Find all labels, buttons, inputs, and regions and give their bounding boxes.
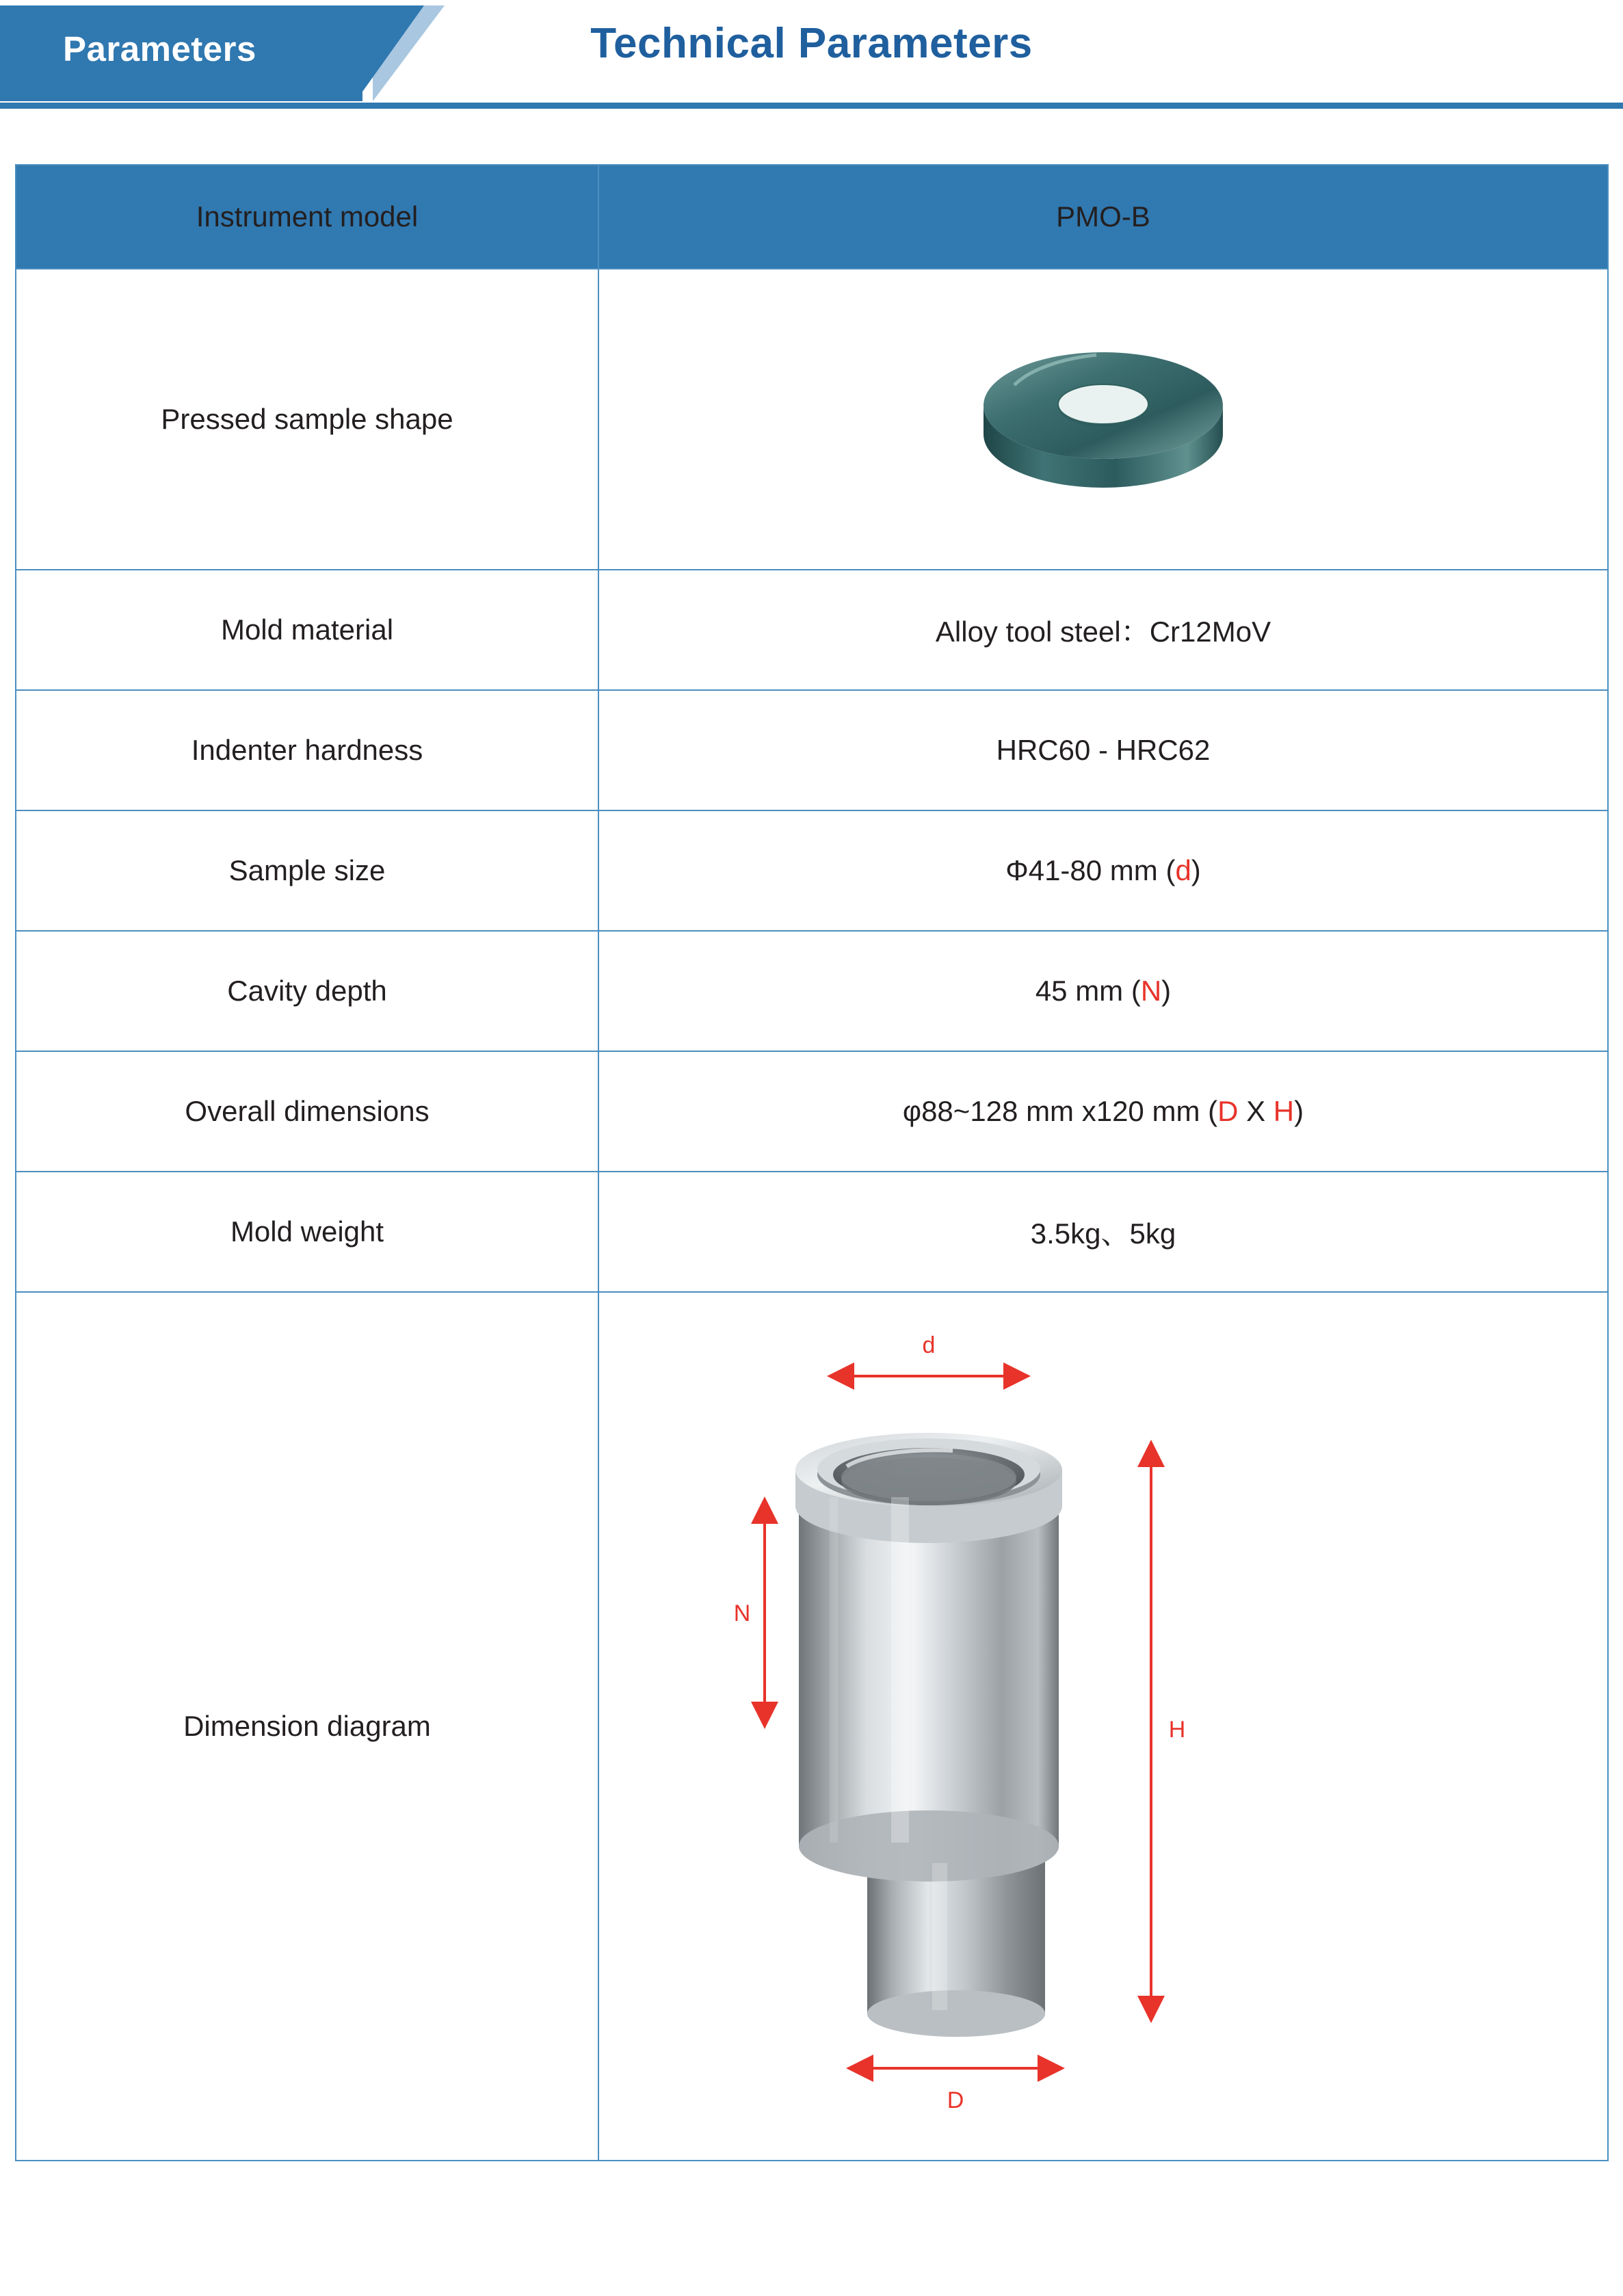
- overall-dim-mid: X: [1238, 1095, 1274, 1127]
- table-row: [16, 269, 1608, 570]
- sample-size-accent: d: [1175, 854, 1191, 886]
- dimension-label-d-outer: D: [947, 2087, 964, 2113]
- cavity-depth-suffix: ): [1161, 975, 1172, 1007]
- overall-dim-accent-h: H: [1273, 1095, 1295, 1127]
- table-row: [16, 931, 1608, 1051]
- parameters-table-wrapper: [15, 164, 1609, 2161]
- row-value-indenter-hardness: HRC60 - HRC62: [598, 690, 1608, 810]
- mold-dimension-diagram: [727, 1323, 1479, 2130]
- overall-dim-suffix: ): [1294, 1095, 1304, 1127]
- overall-dim-prefix: φ88~128 mm x120 mm (: [902, 1095, 1218, 1127]
- row-label-dimension-diagram: Dimension diagram: [16, 1292, 598, 2161]
- table-row: [16, 1292, 1608, 2161]
- dimension-label-d: d: [922, 1332, 936, 1358]
- row-value-pressed-sample-shape: [598, 269, 1608, 570]
- row-label-mold-material: Mold material: [16, 570, 598, 690]
- table-header-row: [16, 165, 1608, 269]
- tab-label: Parameters: [63, 29, 256, 68]
- sample-size-suffix: ): [1191, 854, 1201, 886]
- sample-size-prefix: Φ41-80 mm (: [1005, 854, 1176, 886]
- row-label-sample-size: Sample size: [16, 810, 598, 931]
- row-value-dimension-diagram: [598, 1292, 1608, 2161]
- row-label-indenter-hardness: Indenter hardness: [16, 690, 598, 810]
- row-value-cavity-depth: [598, 931, 1608, 1051]
- washer-disc-image: [960, 330, 1247, 508]
- row-label-mold-weight: Mold weight: [16, 1172, 598, 1292]
- cavity-depth-accent: N: [1140, 975, 1162, 1007]
- column-header-instrument-model: Instrument model: [16, 165, 598, 269]
- table-row: [16, 1051, 1608, 1172]
- table-row: [16, 810, 1608, 931]
- overall-dim-accent-d: D: [1217, 1095, 1239, 1127]
- row-label-overall-dimensions: Overall dimensions: [16, 1051, 598, 1172]
- page-header: [0, 0, 1623, 127]
- page-title: Technical Parameters: [590, 20, 1033, 67]
- row-value-overall-dimensions: [598, 1051, 1608, 1172]
- row-label-pressed-sample-shape: Pressed sample shape: [16, 269, 598, 570]
- cavity-depth-prefix: 45 mm (: [1035, 975, 1141, 1007]
- technical-parameters-table: [15, 164, 1609, 2161]
- table-row: [16, 690, 1608, 810]
- row-label-cavity-depth: Cavity depth: [16, 931, 598, 1051]
- column-header-model-value: PMO-B: [598, 165, 1608, 269]
- dimension-label-n: N: [733, 1600, 751, 1626]
- table-row: [16, 570, 1608, 690]
- header-divider: [0, 103, 1623, 109]
- row-value-mold-weight: 3.5kg、5kg: [598, 1172, 1608, 1292]
- row-value-mold-material: Alloy tool steel：Cr12MoV: [598, 570, 1608, 690]
- dimension-label-h: H: [1168, 1717, 1186, 1743]
- row-value-sample-size: [598, 810, 1608, 931]
- table-row: [16, 1172, 1608, 1292]
